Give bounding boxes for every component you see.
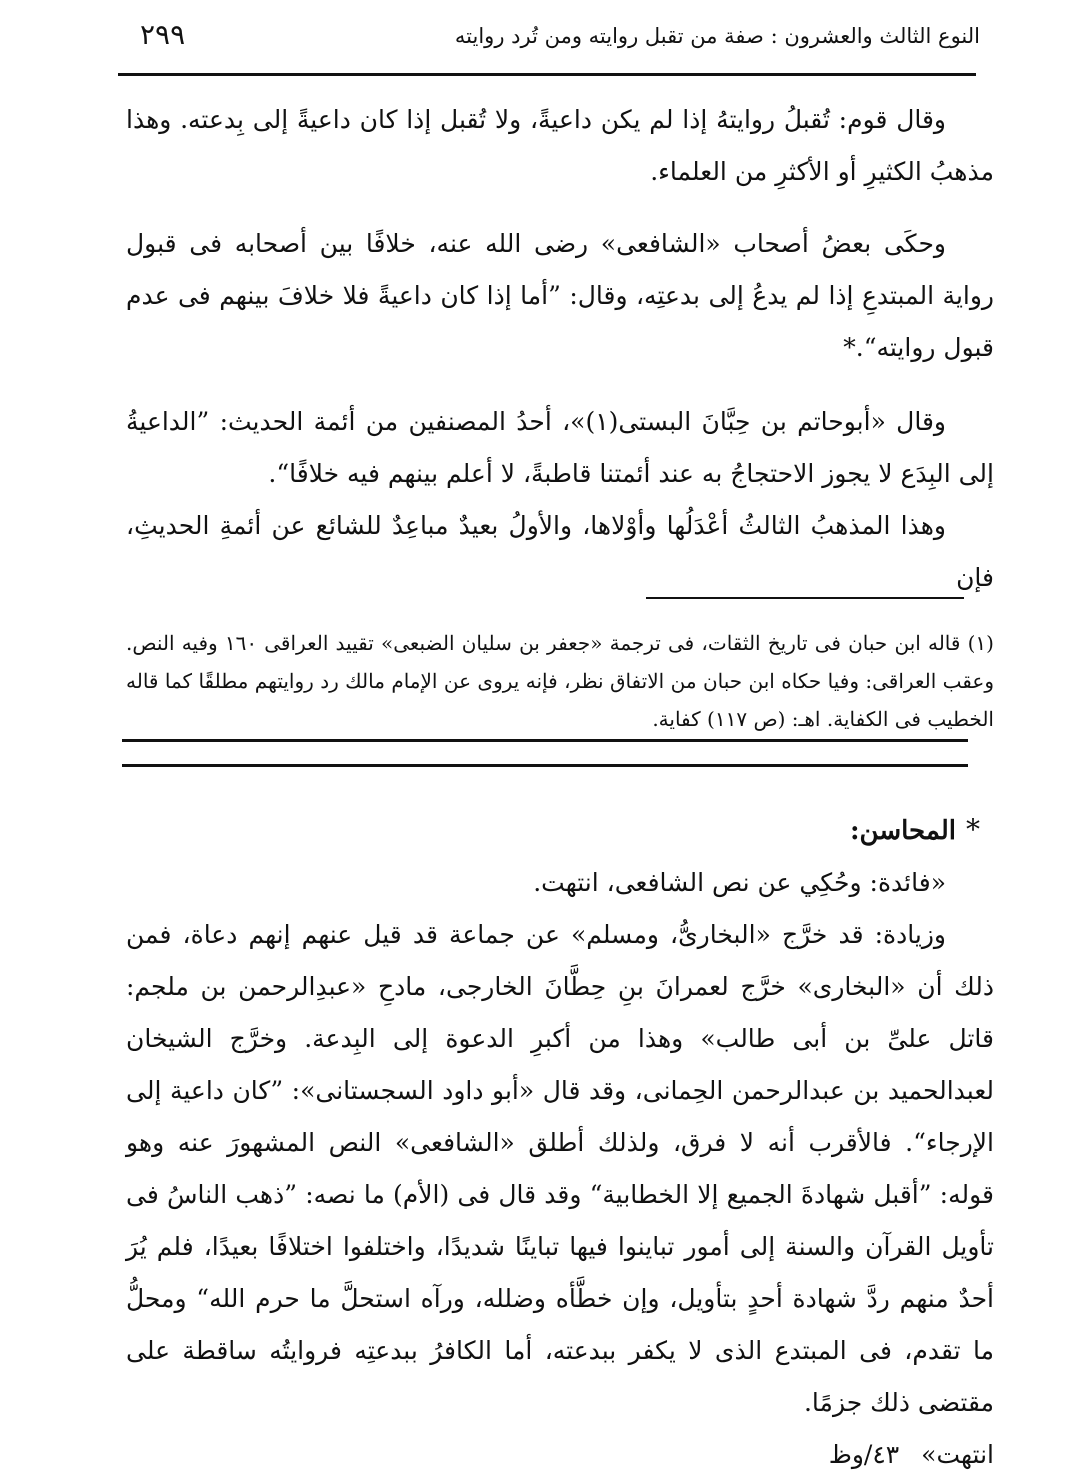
mahasin-paragraph-1: «فائدة: وحُكِي عن نص الشافعى، انتهت. xyxy=(533,868,946,897)
footnote-end-rule xyxy=(122,739,968,742)
mahasin-section xyxy=(126,804,994,1481)
section-heading: المحاسن: xyxy=(849,816,956,846)
closing-text: انتهت» xyxy=(921,1440,994,1469)
asterisk-icon: * xyxy=(966,813,980,846)
footnote-separator xyxy=(646,597,964,599)
header-rule xyxy=(118,73,976,76)
mahasin-paragraph-2: وزيادة: قد خرَّج «البخارىُّ، ومسلم» عن جماعة قد قيل عنهم إنهم دعاة، فمن ذلك أن «البخارى» خرَّج لعمرانَ بنِ حِطَّانَ الخارجى، مادحِ «عبدِالرحمن بن ملجم: قاتل علىِّ بن أبى طالب» وهذا من أكبرِ الدعوة إلى البِدعة. وخرَّج الشيخان لعبدالحميد بن عبدالرحمن الحِمانى، وقد قال «أبو داود السجستانى»: ”كان داعية إلى الإرجاء“. فالأقرب أنه لا فرق، ولذلك أطلق «الشافعى» النص المشهورَ عنه وهو قوله: ”أقبل شهادةَ الجميع إلا الخطابية“ وقد قال فى (الأم) ما نصه: ”ذهب الناسُ فى تأويل القرآن والسنة إلى أمور تباينوا فيها تباينًا شديدًا، واختلفوا اختلافًا بعيدًا، فلم يُرَ أحدٌ منهم ردَّ شهادة أحدٍ بتأويل، وإن خطَّأه وضلله، ورآه استحلَّ ما حرم الله“ ومحلُّ ما تقدم، فى المبتدع الذى لا يكفر ببدعته، أما الكافرُ ببدعتِه فروايتُه ساقطة على مقتضى ذلك جزمًا. xyxy=(126,920,994,1417)
paragraph-2: وحكَى بعضُ أصحاب «الشافعى» رضى الله عنه، خلافًا بين أصحابه فى قبول رواية المبتدعِ إذا لم يدعُ إلى بدعتِه، وقال: ”أما إذا كان داعيةً فلا خلافَ بينهم فى عدم قبول روايته“.* xyxy=(126,229,994,362)
mahasin-heading-line xyxy=(126,804,980,857)
section-divider-rule xyxy=(122,764,968,767)
footnote-1: (١) قاله ابن حبان فى تاريخ الثقات، فى ترجمة «جعفر بن سليان الضبعى» تقييد العراقى ١٦٠ وفيه النص. وعقب العراقى: وفيا حكاه ابن حبان من الاتفاق نظر، فإنه يروى عن الإمام مالك رد روايتهم مطلقًا كما قاله الخطيب فى الكفاية. اهـ: (ص ١١٧) كفاية. xyxy=(126,631,994,731)
header-title: النوع الثالث والعشرون : صفة من تقبل روايته ومن تُرد روايته xyxy=(454,24,980,48)
manuscript-reference: ٤٣/وظ xyxy=(828,1440,900,1469)
paragraph-4: وهذا المذهبُ الثالثُ أعْدَلُها وأوْلاها، والأولُ بعيدٌ مباعِدٌ للشائع عن أئمةِ الحديثِ، فإن xyxy=(126,511,994,592)
footnote-area xyxy=(126,624,994,738)
main-text xyxy=(126,94,994,604)
mahasin-closing-line xyxy=(126,1429,994,1481)
running-header xyxy=(120,14,980,70)
page-number: ٢٩٩ xyxy=(140,18,186,51)
paragraph-1: وقال قوم: تُقبلُ روايتهُ إذا لم يكن داعيةً، ولا تُقبل إذا كان داعيةً إلى بِدعته. وهذا مذهبُ الكثيرِ أو الأكثرِ من العلماء. xyxy=(126,105,994,186)
paragraph-3: وقال «أبوحاتم بن حِبَّانَ البستى(١)»، أحدُ المصنفين من أئمة الحديث: ”الداعيةُ إلى البِدَع لا يجوز الاحتجاجُ به عند أئمتنا قاطبةً، لا أعلم بينهم فيه خلافًا“. xyxy=(126,407,994,488)
